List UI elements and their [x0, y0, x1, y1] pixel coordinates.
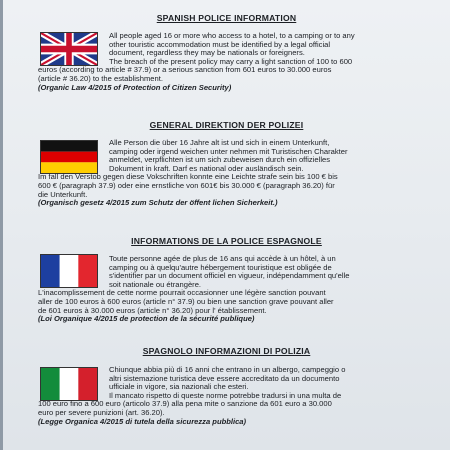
law-reference: (Legge Organica 4/2015 di tutela della sicurezza pubblica): [38, 417, 247, 426]
text-line: s'identifier par un document officiel en vigueur, indépendamment qu'elle: [109, 272, 350, 281]
text-line: other touristic accommodation must be identified by a legal official: [109, 40, 331, 49]
text-line: Il mancato rispetto di queste norme potrebbe tradursi in una multa de: [109, 391, 342, 400]
law-reference: (Organic Law 4/2015 of Protection of Citizen Security): [38, 83, 232, 92]
text-line: Dokument in kraft. Darf es national oder ausländisch sein.: [109, 164, 304, 173]
text-line: soit nationale ou étrangère.: [109, 280, 202, 289]
text-line: document, regardless they may be nationals or foreigners.: [109, 49, 305, 58]
text-line: euros (according to article # 37.9) or a serious sanction from 601 euros to 30.000 euros: [38, 66, 332, 75]
text-line: Toute personne agée de plus de 16 ans qui accède à un hôtel, à un: [109, 255, 336, 263]
text-line: de 601 euros à 30.000 euros (article n° 36.20) pour l' établissement.: [38, 306, 267, 315]
text-line: Alle Person die über 16 Jahre alt ist und sich in einem Unterkunft,: [109, 139, 330, 147]
italian-paragraph: [3, 366, 448, 426]
section-title-italian: SPAGNOLO INFORMAZIONI DI POLIZIA: [142, 346, 311, 356]
text-line: aller de 100 euros à 600 euros (article n° 37.9) ou bien une sanction grave pouvant aller: [38, 297, 334, 306]
text-line: die Unterkunft.: [38, 190, 88, 199]
text-line: All people aged 16 or more who access to a hotel, to a camping or to any: [109, 32, 355, 40]
text-line: Chiunque abbia più di 16 anni che entrano in un albergo, campeggio o: [109, 366, 346, 374]
text-line: L'inacomplissement de cette norme pourrait occasionner une légère sanction pouvant: [38, 289, 326, 298]
law-reference: (Organisch gesetz 4/2015 zum Schutz der öffent lichen Sicherkeit.): [38, 199, 278, 208]
english-paragraph: [3, 32, 443, 92]
text-line: Im fall den Verstob gegen diese Vokschriften konnte eine Leichte strafe sein bis 100 € bis: [38, 173, 338, 182]
text-line: 100 euro fino a 600 euro (articolo 37.9) alla pena mite o sanzione da 601 euro a 30.000: [38, 400, 332, 409]
section-title-english: SPANISH POLICE INFORMATION: [156, 13, 297, 23]
text-line: (article # 36.20) to the establishment.: [38, 74, 163, 83]
text-line: altri sistemazione turistica deve essere accreditato da un documento: [109, 374, 340, 383]
law-reference: (Loi Organique 4/2015 de protection de la sécurité publique): [38, 315, 255, 324]
section-title-german: GENERAL DIREKTION DER POLIZEI: [149, 120, 304, 130]
text-line: 600 € (paragraph 37.9) oder eine ernstliche von 601€ bis 30.000 € (paragraph 36.20) für: [38, 181, 335, 190]
police-information-sheet: [3, 0, 450, 450]
french-paragraph: [3, 255, 448, 324]
german-paragraph: [3, 139, 448, 208]
section-title-french: INFORMATIONS DE LA POLICE ESPAGNOLE: [131, 236, 322, 246]
text-line: euro per severe punizioni (art. 36.20).: [38, 408, 165, 417]
text-line: camping ou à quelqu'autre hébergement touristique est obligée de: [109, 263, 332, 272]
text-line: The breach of the present policy may carry a light sanction of 100 to 600: [109, 57, 353, 66]
text-line: camping oder irgend weichen unter nehmen mit Turistischen Charakter: [109, 147, 348, 156]
text-line: ufficiale in vigore, sia nazionali che esteri.: [109, 383, 249, 392]
text-line: anmeldet, verpflichten ist um sich zubeweisen durch ein offizielles: [109, 156, 331, 165]
